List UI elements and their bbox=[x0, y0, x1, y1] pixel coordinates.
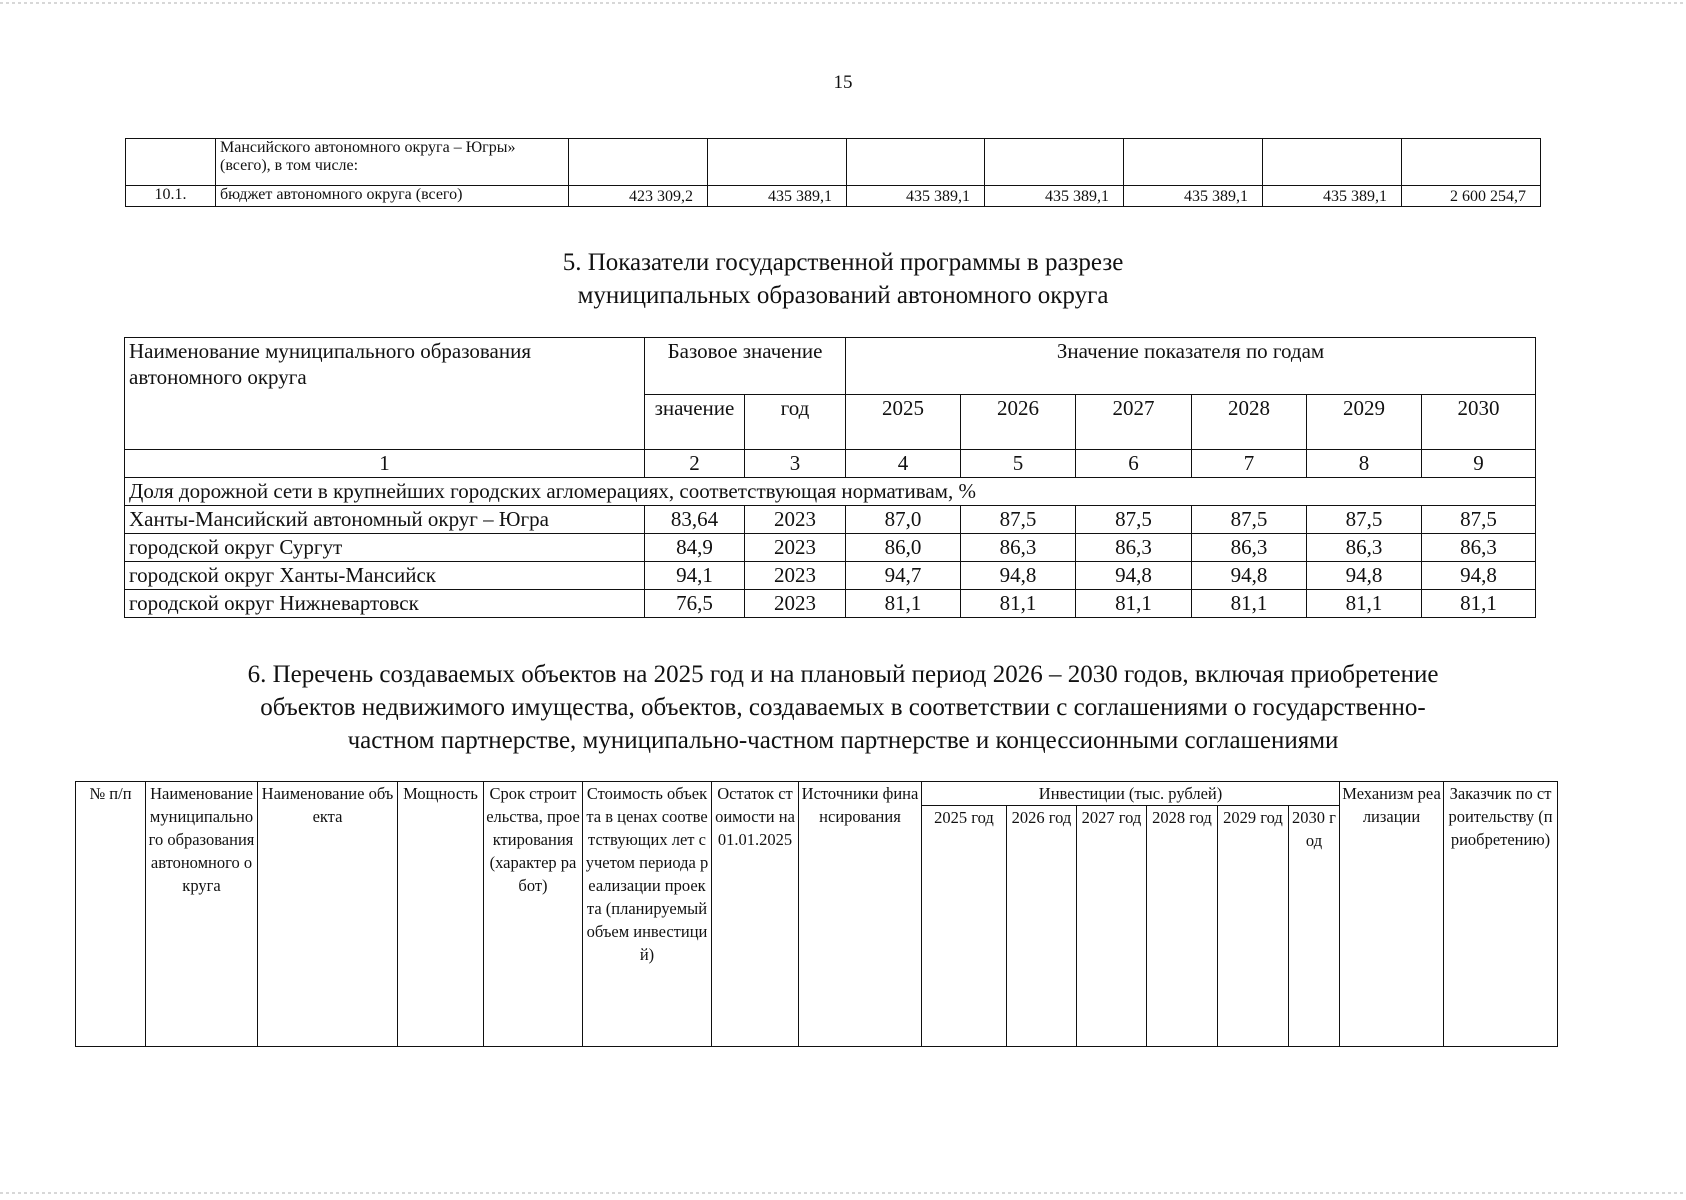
header-year-2028: 2028 bbox=[1192, 395, 1307, 450]
indicators-table bbox=[124, 337, 1536, 618]
header-municipality: Наименование муниципального образования автономного округа bbox=[146, 782, 258, 1047]
scan-edge-bottom bbox=[0, 1192, 1686, 1194]
base-value: 76,5 bbox=[645, 590, 745, 618]
table-row bbox=[125, 562, 1536, 590]
column-number: 7 bbox=[1192, 450, 1307, 478]
municipality-name: городской округ Нижневартовск bbox=[125, 590, 645, 618]
base-year: 2023 bbox=[745, 590, 846, 618]
year-value: 87,5 bbox=[961, 506, 1076, 534]
base-year: 2023 bbox=[745, 506, 846, 534]
cell-value bbox=[985, 139, 1124, 186]
header-values-by-year: Значение показателя по годам bbox=[846, 338, 1536, 395]
municipality-name: Ханты-Мансийский автономный округ – Югра bbox=[125, 506, 645, 534]
year-value: 86,3 bbox=[1307, 534, 1422, 562]
year-value: 86,3 bbox=[1422, 534, 1536, 562]
cell-value: 435 389,1 bbox=[847, 186, 985, 207]
header-year-2030: 2030 год bbox=[1289, 806, 1340, 1047]
year-value: 87,5 bbox=[1307, 506, 1422, 534]
column-number: 3 bbox=[745, 450, 846, 478]
scan-edge-top bbox=[0, 2, 1686, 4]
year-value: 94,8 bbox=[1307, 562, 1422, 590]
header-mechanism: Механизм реализации bbox=[1340, 782, 1444, 1047]
table-row bbox=[125, 590, 1536, 618]
header-year-2030: 2030 bbox=[1422, 395, 1536, 450]
header-investments: Инвестиции (тыс. рублей) bbox=[922, 782, 1340, 806]
column-number: 1 bbox=[125, 450, 645, 478]
year-value: 94,8 bbox=[1192, 562, 1307, 590]
heading-line: 6. Перечень создаваемых объектов на 2025 год и на плановый период 2026 – 2030 годов, включая приобретение bbox=[247, 661, 1439, 688]
cell-value: 435 389,1 bbox=[1263, 186, 1402, 207]
year-value: 94,8 bbox=[961, 562, 1076, 590]
header-value: значение bbox=[645, 395, 745, 450]
year-value: 86,3 bbox=[1192, 534, 1307, 562]
cell-value: 435 389,1 bbox=[708, 186, 847, 207]
row-number: 10.1. bbox=[126, 186, 216, 207]
year-value: 87,0 bbox=[846, 506, 961, 534]
cell-value bbox=[847, 139, 985, 186]
heading-line: объектов недвижимого имущества, объектов, создаваемых в соответствии с соглашениями о государственно- bbox=[260, 694, 1426, 721]
row-name: бюджет автономного округа (всего) bbox=[216, 186, 569, 207]
column-number: 6 bbox=[1076, 450, 1192, 478]
header-year-2029: 2029 bbox=[1307, 395, 1422, 450]
cell-value bbox=[1263, 139, 1402, 186]
municipality-name: городской округ Сургут bbox=[125, 534, 645, 562]
municipality-name: городской округ Ханты-Мансийск bbox=[125, 562, 645, 590]
base-year: 2023 bbox=[745, 534, 846, 562]
section-5-heading bbox=[0, 246, 1686, 312]
page-number: 15 bbox=[833, 72, 853, 93]
year-value: 94,7 bbox=[846, 562, 961, 590]
column-number: 2 bbox=[645, 450, 745, 478]
year-value: 81,1 bbox=[846, 590, 961, 618]
cell-value bbox=[708, 139, 847, 186]
year-value: 87,5 bbox=[1192, 506, 1307, 534]
cell-value: 435 389,1 bbox=[1124, 186, 1263, 207]
cell-value bbox=[1402, 139, 1541, 186]
column-number: 9 bbox=[1422, 450, 1536, 478]
year-value: 81,1 bbox=[1076, 590, 1192, 618]
header-row bbox=[76, 782, 1558, 806]
header-year-2025: 2025 bbox=[846, 395, 961, 450]
cell-value: 435 389,1 bbox=[985, 186, 1124, 207]
indicator-name: Доля дорожной сети в крупнейших городских агломерациях, соответствующая нормативам, % bbox=[125, 478, 1536, 506]
heading-line: частном партнерстве, муниципально-частном партнерстве и концессионными соглашениями bbox=[347, 727, 1339, 754]
year-value: 94,8 bbox=[1076, 562, 1192, 590]
year-value: 86,0 bbox=[846, 534, 961, 562]
header-municipality: Наименование муниципального образования автономного округа bbox=[125, 338, 645, 450]
section-6-heading bbox=[0, 658, 1686, 757]
header-num: № п/п bbox=[76, 782, 146, 1047]
cell-value: 423 309,2 bbox=[569, 186, 708, 207]
header-base-value: Базовое значение bbox=[645, 338, 846, 395]
header-year-2026: 2026 bbox=[961, 395, 1076, 450]
header-year-2029: 2029 год bbox=[1218, 806, 1289, 1047]
year-value: 81,1 bbox=[961, 590, 1076, 618]
column-number: 4 bbox=[846, 450, 961, 478]
header-cost: Стоимость объекта в ценах соответствующих лет с учетом периода реализации проекта (планируемый объем инвестиций) bbox=[583, 782, 712, 1047]
cell-value bbox=[1124, 139, 1263, 186]
base-value: 83,64 bbox=[645, 506, 745, 534]
header-customer: Заказчик по строительству (приобретению) bbox=[1444, 782, 1558, 1047]
row-name: Мансийского автономного округа – Югры» (всего), в том числе: bbox=[216, 139, 569, 186]
header-sources: Источники финансирования bbox=[799, 782, 922, 1047]
year-value: 87,5 bbox=[1422, 506, 1536, 534]
column-number: 8 bbox=[1307, 450, 1422, 478]
base-year: 2023 bbox=[745, 562, 846, 590]
cell-value: 2 600 254,7 bbox=[1402, 186, 1541, 207]
year-value: 81,1 bbox=[1422, 590, 1536, 618]
indicator-row bbox=[125, 478, 1536, 506]
year-value: 87,5 bbox=[1076, 506, 1192, 534]
column-number-row bbox=[125, 450, 1536, 478]
year-value: 81,1 bbox=[1307, 590, 1422, 618]
table-row bbox=[125, 534, 1536, 562]
header-year-2028: 2028 год bbox=[1147, 806, 1218, 1047]
objects-table bbox=[75, 781, 1558, 1047]
header-year-2026: 2026 год bbox=[1007, 806, 1077, 1047]
header-year-2025: 2025 год bbox=[922, 806, 1007, 1047]
header-row bbox=[125, 338, 1536, 395]
year-value: 86,3 bbox=[961, 534, 1076, 562]
cell-value bbox=[569, 139, 708, 186]
column-number: 5 bbox=[961, 450, 1076, 478]
base-value: 84,9 bbox=[645, 534, 745, 562]
year-value: 81,1 bbox=[1192, 590, 1307, 618]
header-capacity: Мощность bbox=[398, 782, 484, 1047]
table-row bbox=[125, 506, 1536, 534]
table-row bbox=[126, 186, 1541, 207]
heading-line: 5. Показатели государственной программы в разрезе bbox=[562, 249, 1124, 276]
header-remaining: Остаток стоимости на 01.01.2025 bbox=[712, 782, 799, 1047]
header-year: год bbox=[745, 395, 846, 450]
header-year-2027: 2027 bbox=[1076, 395, 1192, 450]
financing-table-fragment bbox=[125, 138, 1541, 207]
year-value: 86,3 bbox=[1076, 534, 1192, 562]
header-object: Наименование объекта bbox=[258, 782, 398, 1047]
header-year-2027: 2027 год bbox=[1077, 806, 1147, 1047]
row-number bbox=[126, 139, 216, 186]
table-row bbox=[126, 139, 1541, 186]
heading-line: муниципальных образований автономного округа bbox=[577, 282, 1109, 309]
base-value: 94,1 bbox=[645, 562, 745, 590]
year-value: 94,8 bbox=[1422, 562, 1536, 590]
header-term: Срок строительства, проектирования (характер работ) bbox=[484, 782, 583, 1047]
